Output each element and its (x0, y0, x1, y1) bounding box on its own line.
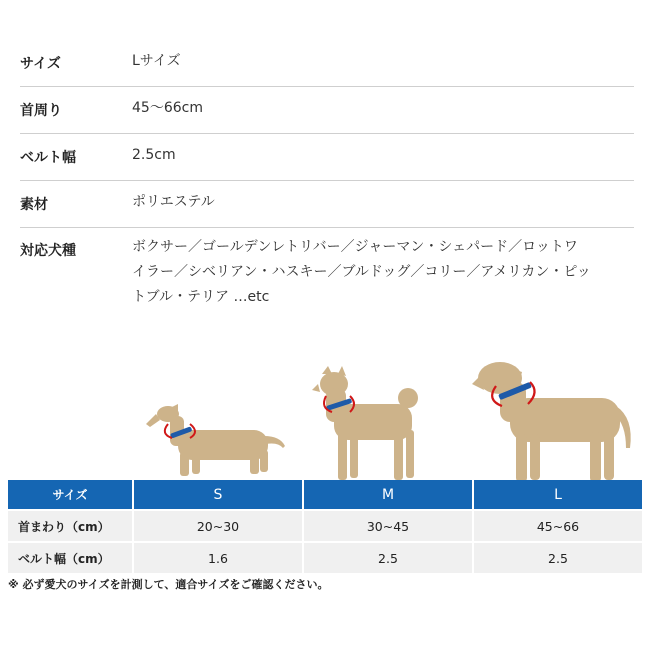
medium-dog-illustration (312, 364, 432, 484)
measurement-note: ※ 必ず愛犬のサイズを計測して、適合サイズをご確認ください。 (8, 578, 329, 591)
divider (20, 227, 634, 228)
cell-belt-m: 2.5 (304, 543, 472, 573)
table-row (8, 511, 642, 541)
cell-neck-m: 30~45 (304, 511, 472, 541)
spec-label-belt: ベルト幅 (20, 150, 76, 166)
cell-belt-s: 1.6 (134, 543, 302, 573)
breeds-line: イラー／シベリアン・ハスキー／ブルドッグ／コリー／アメリカン・ピッ (132, 264, 591, 280)
cell-belt-l: 2.5 (474, 543, 642, 573)
spec-value-breeds (132, 235, 642, 310)
header-cell-m: M (304, 480, 472, 509)
row-label-neck: 首まわり（cm） (8, 511, 132, 541)
spec-value-material: ポリエステル (132, 194, 215, 210)
cell-neck-s: 20~30 (134, 511, 302, 541)
divider (20, 133, 634, 134)
header-cell-l: L (474, 480, 642, 509)
size-table-header (8, 480, 642, 509)
spec-label-breeds: 対応犬種 (20, 243, 76, 259)
cell-neck-l: 45~66 (474, 511, 642, 541)
divider (20, 86, 634, 87)
row-label-belt: ベルト幅（cm） (8, 543, 132, 573)
spec-label-size: サイズ (20, 56, 61, 72)
spec-value-belt: 2.5cm (132, 147, 176, 163)
breeds-line: トブル・テリア …etc (132, 289, 270, 305)
dog-illustrations (0, 350, 650, 482)
breeds-line: ボクサー／ゴールデンレトリバー／ジャーマン・シェパード／ロットワ (132, 239, 578, 255)
spec-value-size: Lサイズ (132, 53, 181, 69)
header-cell-size: サイズ (8, 480, 132, 509)
table-row (8, 543, 642, 573)
spec-label-neck: 首周り (20, 103, 62, 119)
header-cell-s: S (134, 480, 302, 509)
divider (20, 180, 634, 181)
small-dog-illustration (140, 402, 290, 484)
spec-label-material: 素材 (20, 197, 48, 213)
spec-value-neck: 45〜66cm (132, 100, 203, 116)
large-dog-illustration (470, 358, 640, 486)
